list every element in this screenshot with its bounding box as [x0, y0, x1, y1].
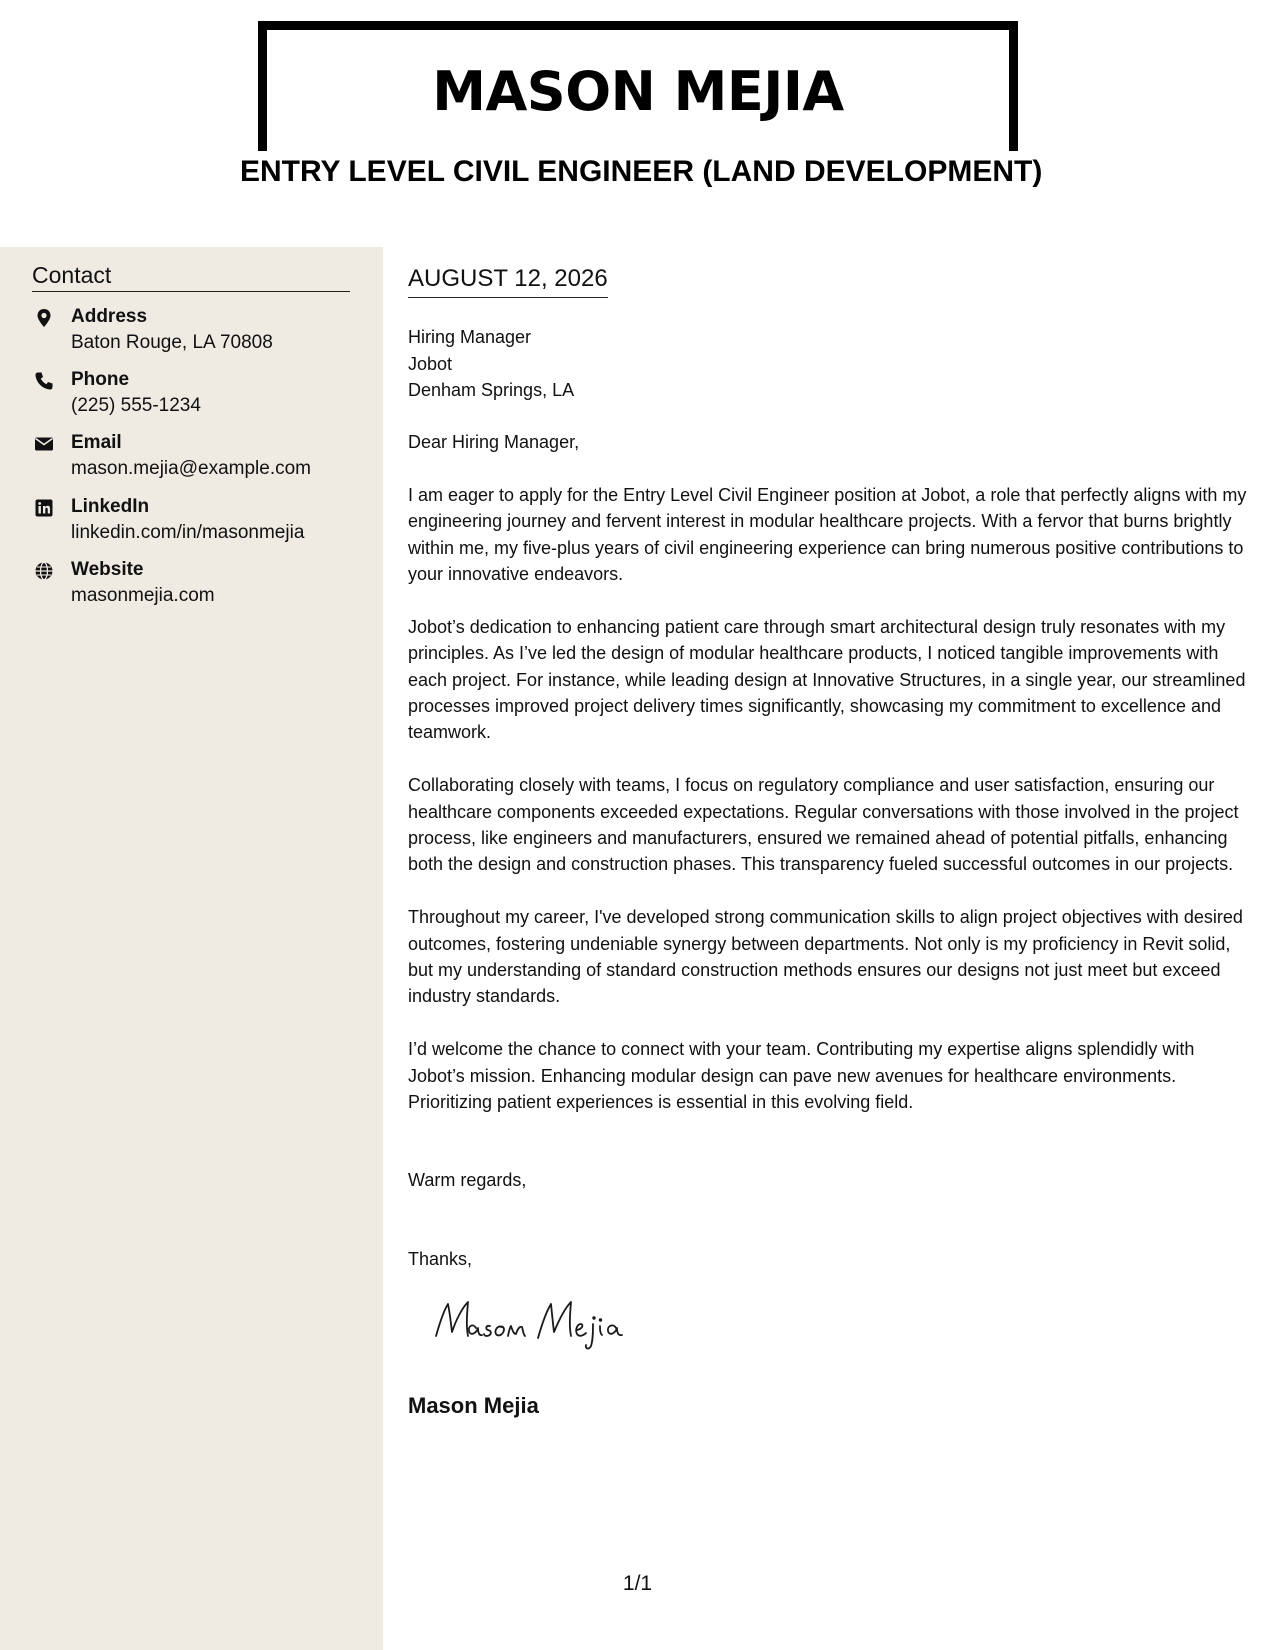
linkedin-value: linkedin.com/in/masonmejia — [71, 522, 305, 543]
website-label: Website — [71, 559, 144, 580]
letter-body — [408, 429, 1253, 1142]
handwritten-signature — [430, 1292, 660, 1352]
recipient-block — [408, 324, 574, 404]
paragraph: I am eager to apply for the Entry Level Civil Engineer position at Jobot, a role that perfectly aligns with my engineering journey and fervent interest in modular healthcare projects. With a fervor that burns brightly within me, my five-plus years of civil engineering experience can bring numerous positive contributions to your innovative endeavors. — [408, 484, 1247, 585]
address-label: Address — [71, 306, 148, 327]
letter-date: AUGUST 12, 2026 — [408, 265, 608, 298]
job-title: ENTRY LEVEL CIVIL ENGINEER (LAND DEVELOPMENT) — [240, 155, 1043, 188]
phone-value: (225) 555-1234 — [71, 395, 201, 416]
paragraph: Collaborating closely with teams, I focus on regulatory compliance and user satisfaction, ensuring our healthcare components exceeded expectations. Regular conversations with those involved in the project process, like engineers and manufacturers, ensured we remained ahead of potential pitfalls, enhancing both the design and construction phases. This transparency fueled successful outcomes in our projects. — [408, 775, 1239, 875]
phone-icon — [34, 371, 54, 391]
address-value: Baton Rouge, LA 70808 — [71, 332, 273, 353]
closing: Warm regards, — [408, 1170, 527, 1190]
map-pin-icon — [34, 308, 54, 328]
contact-heading: Contact — [32, 262, 350, 292]
website-value: masonmejia.com — [71, 585, 215, 606]
paragraph: Jobot’s dedication to enhancing patient care through smart architectural design truly resonates with my principles. As I’ve led the design of modular healthcare products, I noticed tangible improvements with each project. For instance, while leading design at Innovative Structures, in a single year, our streamlined processes improved project delivery times significantly, showcasing my commitment to excellence and teamwork. — [408, 616, 1246, 743]
thanks: Thanks, — [408, 1249, 473, 1269]
recipient-name: Hiring Manager — [408, 327, 532, 347]
candidate-name: MASON MEJIA — [432, 60, 844, 123]
email-label: Email — [71, 432, 122, 453]
phone-label: Phone — [71, 369, 130, 390]
globe-icon — [34, 561, 54, 581]
email-value: mason.mejia@example.com — [71, 458, 311, 479]
linkedin-label: LinkedIn — [71, 496, 150, 517]
signed-name: Mason Mejia — [408, 1393, 539, 1418]
paragraph: Throughout my career, I've developed strong communication skills to align project objectives with desired outcomes, fostering undeniable synergy between departments. Not only is my proficiency in Revit solid, but my understanding of standard construction methods ensures our designs not just meet but exceed industry standards. — [408, 907, 1243, 1007]
recipient-location: Denham Springs, LA — [408, 380, 575, 400]
recipient-company: Jobot — [408, 353, 453, 374]
envelope-icon — [34, 434, 54, 454]
paragraph: I’d welcome the chance to connect with your team. Contributing my expertise aligns splendidly with Jobot’s mission. Enhancing modular design can pave new avenues for healthcare environments. Prioritizing patient experiences is essential in this evolving field. — [408, 1039, 1195, 1113]
salutation: Dear Hiring Manager, — [408, 432, 580, 452]
page-number: 1/1 — [622, 1572, 653, 1595]
linkedin-icon — [34, 498, 54, 518]
